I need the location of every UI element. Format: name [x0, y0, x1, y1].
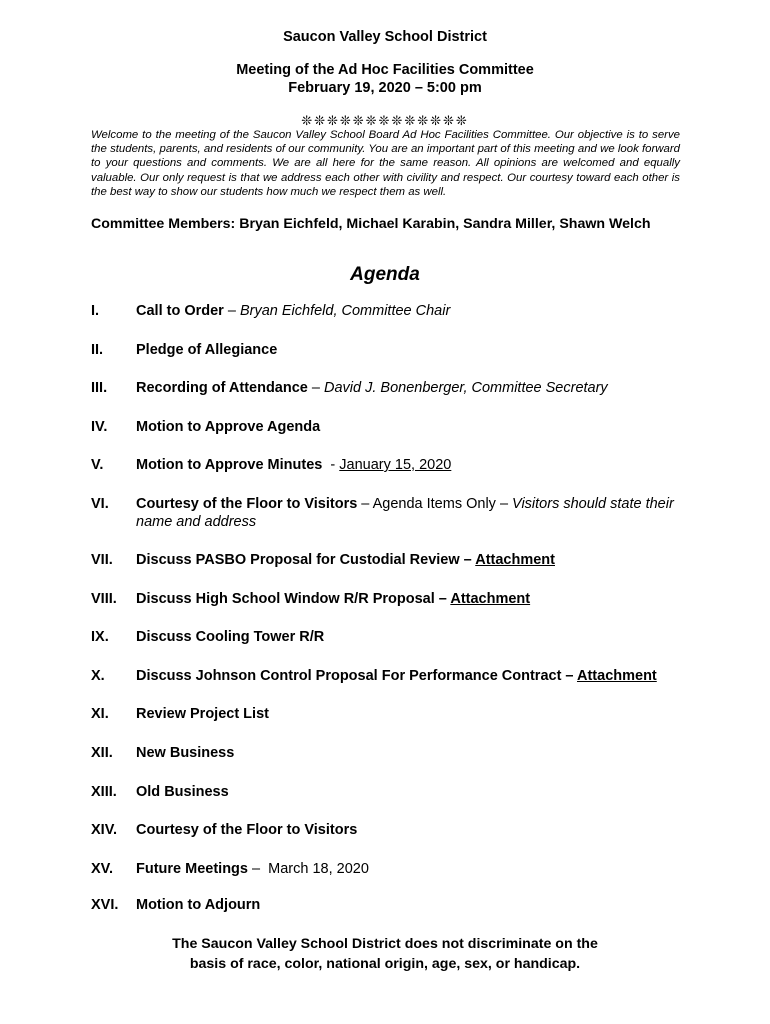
item-title: Discuss Johnson Control Proposal For Performance Contract –	[136, 668, 577, 684]
item-separator: – Agenda Items Only –	[357, 496, 513, 512]
item-detail: Bryan Eichfeld, Committee Chair	[239, 303, 451, 319]
item-number: VIII.	[91, 591, 117, 607]
item-number: VI.	[91, 496, 109, 512]
item-number: XIII.	[91, 784, 117, 800]
meeting-datetime: February 19, 2020 – 5:00 pm	[288, 80, 482, 96]
item-title: Discuss High School Window R/R Proposal –	[136, 591, 451, 607]
item-separator: – March 18, 2020	[247, 861, 369, 877]
item-detail: David J. Bonenberger, Committee Secretary	[324, 380, 608, 396]
star-divider: ❊❊❊❊❊❊❊❊❊❊❊❊❊	[301, 113, 469, 128]
minutes-link[interactable]: January 15, 2020	[339, 457, 452, 473]
item-number: XIV.	[91, 822, 118, 838]
item-number: XII.	[91, 745, 113, 761]
meeting-title: Meeting of the Ad Hoc Facilities Committee	[236, 62, 534, 78]
notice-line-1: The Saucon Valley School District does not discriminate on the	[172, 936, 598, 952]
item-number: X.	[91, 668, 105, 684]
notice-line-2: basis of race, color, national origin, age, sex, or handicap.	[189, 956, 581, 972]
agenda-heading: Agenda	[350, 264, 420, 285]
committee-members: Committee Members: Bryan Eichfeld, Michael Karabin, Sandra Miller, Shawn Welch	[91, 216, 651, 232]
item-title: Discuss PASBO Proposal for Custodial Review –	[136, 552, 476, 568]
item-title: Motion to Approve Minutes	[136, 457, 323, 473]
welcome-statement: Welcome to the meeting of the Saucon Valley School Board Ad Hoc Facilities Committee. Our objective is to serve the students, parents, and residents of our community. You are an important part of this meeting and we look forward to your questions and comments. We are all here for the same reason. All opinions are welcomed and equally valuable. Our only request is that we address each other with civility and respect. Our courtesy toward each other is the best way to show our students how much we respect them as well.	[91, 129, 680, 198]
item-number: XI.	[91, 706, 109, 722]
item-separator: -	[322, 457, 340, 473]
item-title: Review Project List	[136, 706, 269, 722]
item-title: Courtesy of the Floor to Visitors	[136, 822, 358, 838]
item-number: VII.	[91, 552, 113, 568]
item-detail: Visitors should state their name and address	[136, 496, 674, 530]
item-number: III.	[91, 380, 108, 396]
item-title: Pledge of Allegiance	[136, 342, 278, 358]
item-title: Recording of Attendance	[136, 380, 308, 396]
attachment-link[interactable]: Attachment	[450, 591, 531, 607]
item-title: Call to Order	[136, 303, 224, 319]
item-number: IV.	[91, 419, 108, 435]
district-name: Saucon Valley School District	[283, 29, 487, 45]
attachment-link[interactable]: Attachment	[577, 668, 657, 684]
item-title: Motion to Adjourn	[136, 897, 261, 913]
item-number: I.	[91, 303, 100, 319]
item-number: II.	[91, 342, 104, 358]
item-title: Courtesy of the Floor to Visitors	[136, 496, 358, 512]
item-title: Discuss Cooling Tower R/R	[136, 629, 325, 645]
item-title: Old Business	[136, 784, 229, 800]
item-number: XV.	[91, 861, 114, 877]
nondiscrimination-notice	[0, 934, 770, 974]
item-number: XVI.	[91, 897, 119, 913]
item-title: Future Meetings	[136, 861, 248, 877]
item-separator: –	[307, 380, 324, 396]
item-separator: –	[223, 303, 240, 319]
item-number: V.	[91, 457, 104, 473]
attachment-link[interactable]: Attachment	[475, 552, 555, 568]
item-number: IX.	[91, 629, 109, 645]
item-title: New Business	[136, 745, 235, 761]
item-title: Motion to Approve Agenda	[136, 419, 321, 435]
